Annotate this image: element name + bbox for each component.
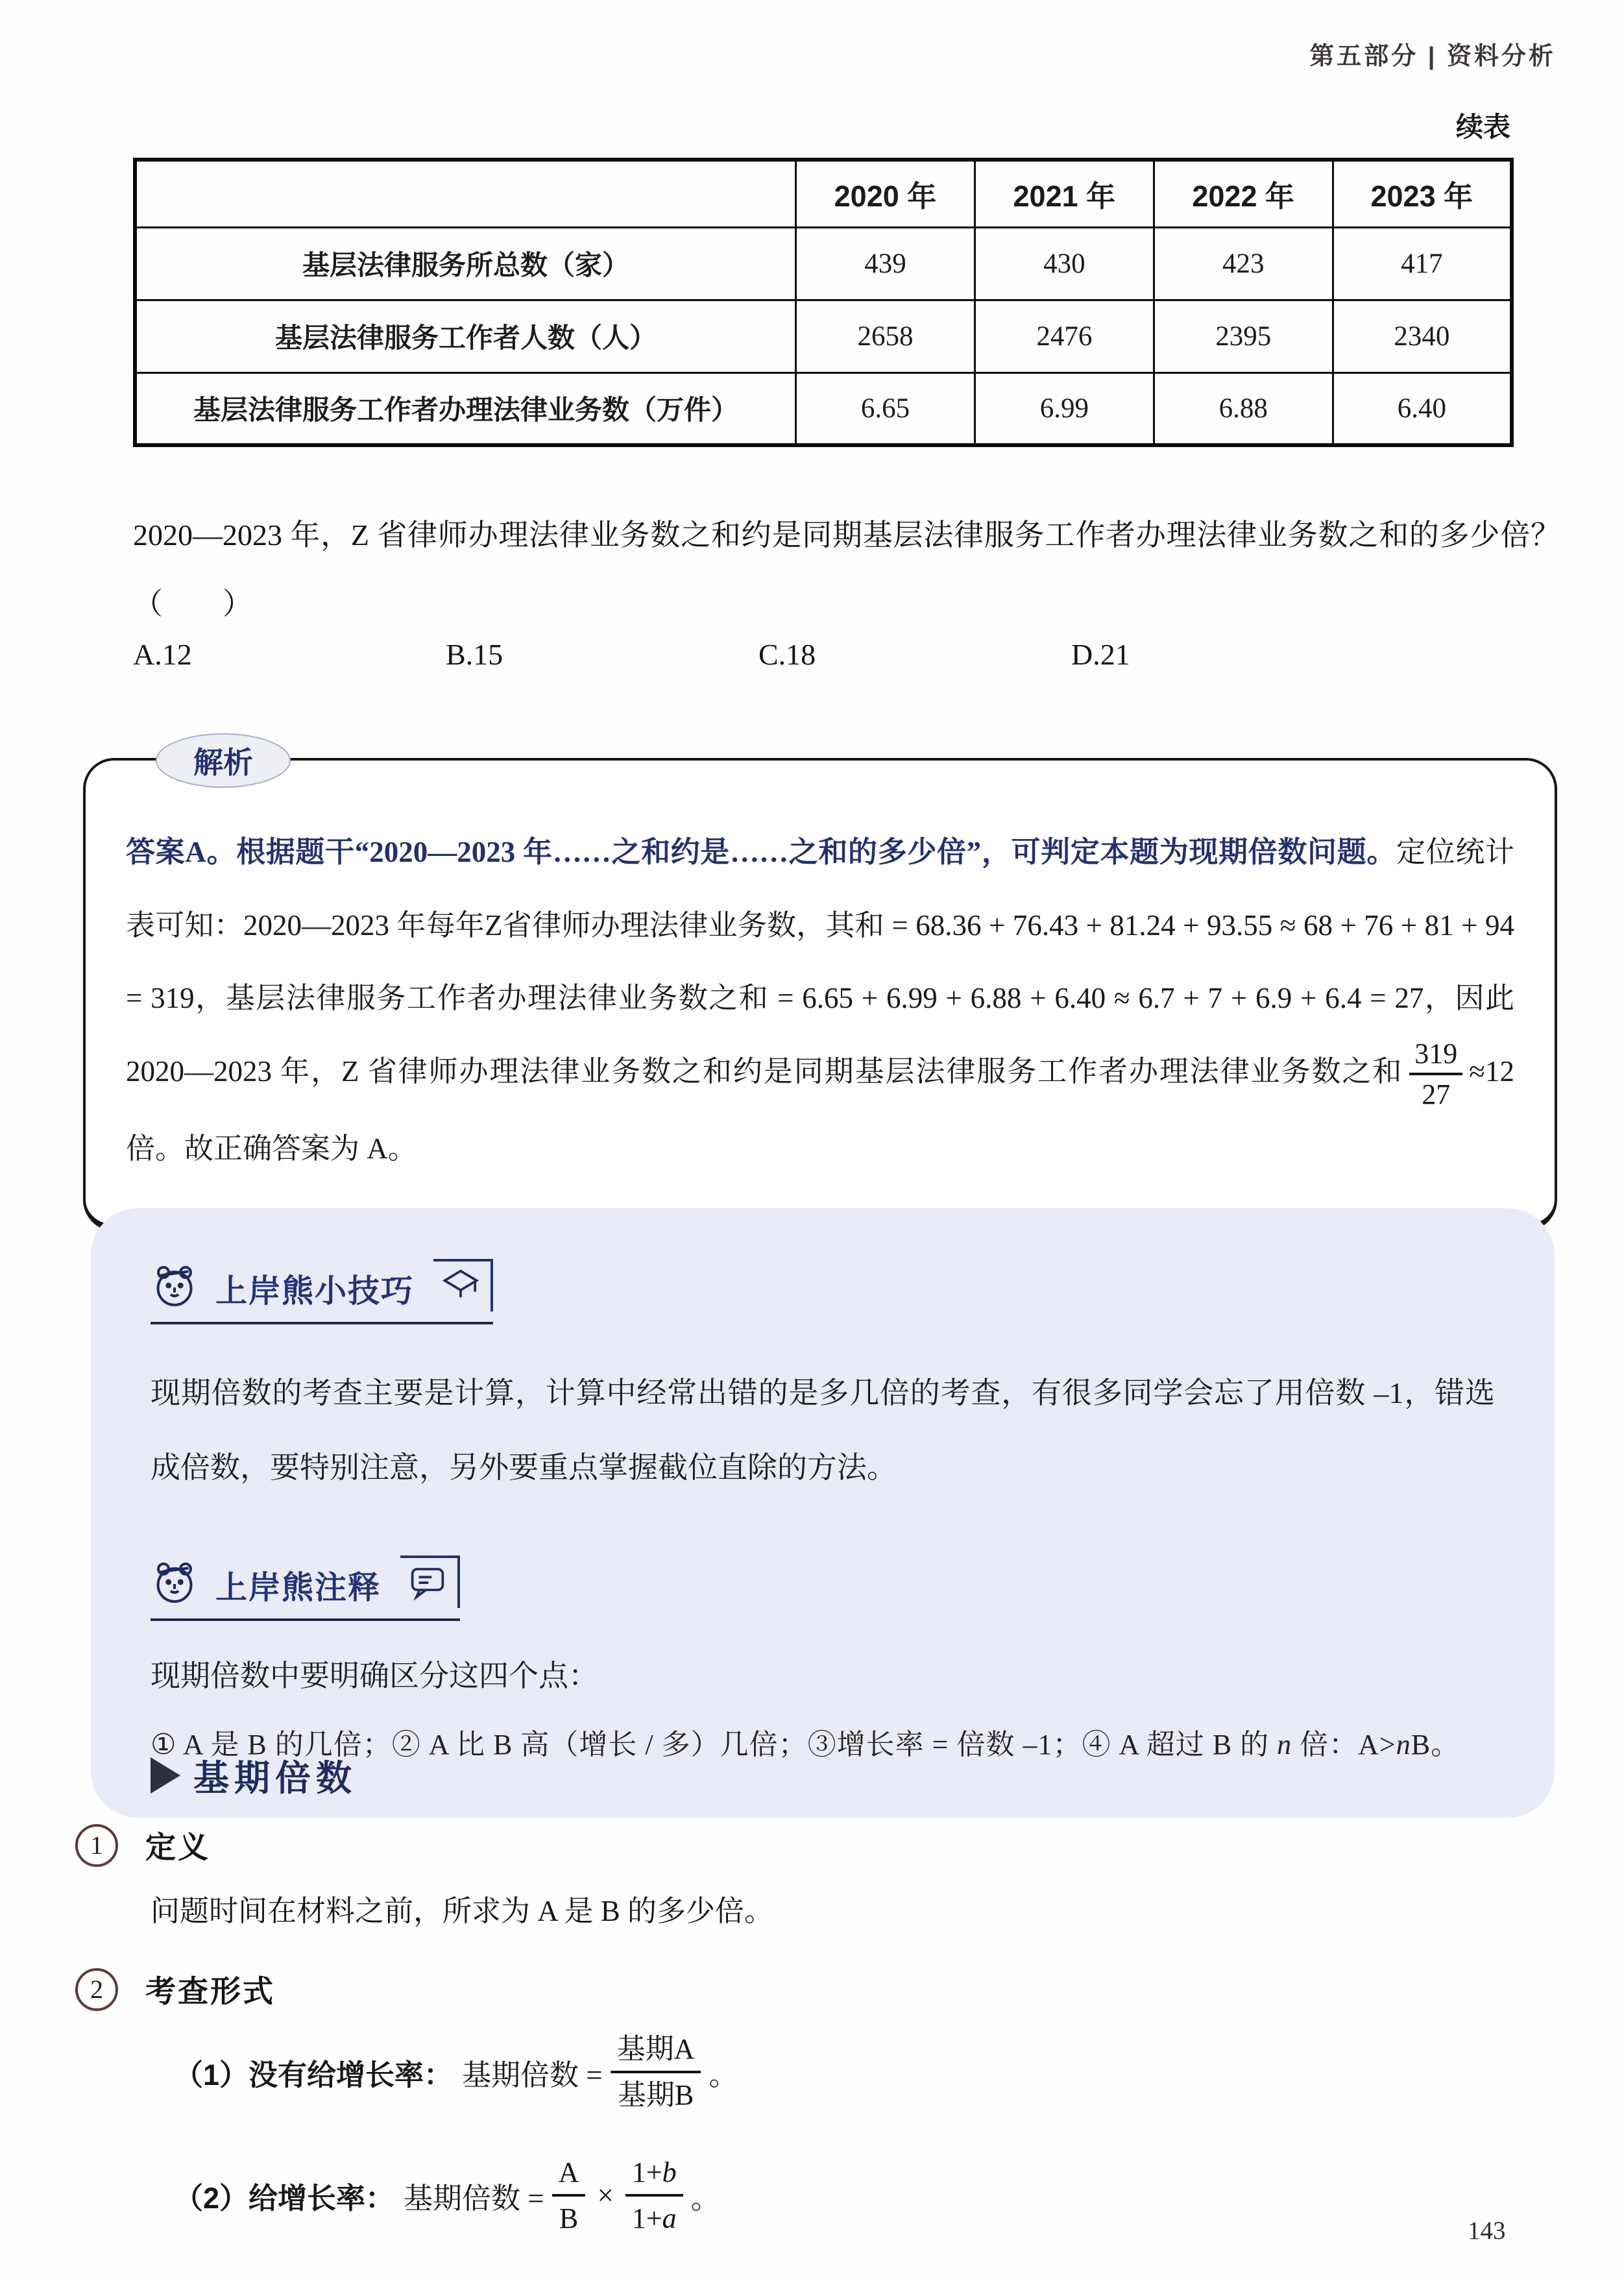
continued-table-label: 续表: [1455, 112, 1510, 142]
option-d: D.21: [1071, 638, 1130, 671]
table-row: [135, 227, 1512, 300]
value-cell: 2476: [975, 300, 1154, 372]
option-c: C.18: [758, 638, 816, 671]
bear-mascot-icon: [151, 1263, 199, 1311]
options-row: [133, 637, 1560, 672]
value-cell: 6.88: [1154, 372, 1333, 445]
grad-cap-icon: [440, 1265, 481, 1307]
formula-1-period: 。: [709, 2058, 738, 2091]
notes-header-row: [151, 1555, 1495, 1621]
fraction-numerator: [625, 2153, 683, 2197]
value-cell: 439: [796, 227, 975, 300]
tips-notes-card: [91, 1208, 1555, 1818]
circled-number-1: 1: [75, 1824, 118, 1867]
variable-a: a: [662, 2202, 677, 2235]
fraction-denominator: 27: [1422, 1079, 1451, 1111]
analysis-conclusion: ≈12 倍。故正确答案为 A。: [126, 1054, 1514, 1165]
table-row: [135, 300, 1512, 372]
analysis-text: [126, 816, 1514, 1186]
variable-n: n: [1396, 1729, 1411, 1761]
year-header-cell: 2023 年: [1333, 160, 1512, 227]
numerator-constant: 1+: [631, 2156, 662, 2188]
empty-header-cell: [135, 160, 796, 227]
value-cell: 2395: [1154, 300, 1333, 372]
formula-with-growth-rate: [174, 2153, 720, 2238]
variable-n: n: [1277, 1729, 1292, 1761]
year-header-cell: 2020 年: [796, 160, 975, 227]
exam-form-heading: [75, 1968, 275, 2011]
statistics-table: [133, 158, 1514, 447]
table-row: [135, 372, 1512, 445]
formula-1-label: （1）没有给增长率：: [174, 2058, 454, 2091]
analysis-answer-lead: 答案A。根据题干“2020—2023 年……之和约是……之和的多少倍”，可判定本题为现期倍数问题。: [126, 836, 1397, 868]
definition-heading: [75, 1823, 210, 1867]
analysis-box: [83, 746, 1557, 1231]
tips-header: [151, 1259, 493, 1324]
fraction-numerator: A: [552, 2153, 586, 2197]
variable-b: b: [662, 2156, 677, 2188]
fraction-numerator: 基期A: [611, 2030, 701, 2073]
points-segment: ① A 是 B 的几倍；② A 比 B 高（增长 / 多）几倍；③增长率 = 倍数 –1；④ A 超过 B 的: [151, 1729, 1278, 1761]
value-cell: 6.40: [1333, 372, 1512, 445]
formula-2-label: （2）给增长率：: [174, 2181, 395, 2215]
multiply-sign: ×: [597, 2179, 614, 2212]
definition-text: 问题时间在材料之前，所求为 A 是 B 的多少倍。: [151, 1895, 774, 1927]
notes-title: 上岸熊注释: [215, 1570, 382, 1605]
tips-title: 上岸熊小技巧: [215, 1274, 415, 1309]
question-text: 2020—2023 年，Z 省律师办理法律业务数之和约是同期基层法律服务工作者办理法律业务数之和的多少倍？（ ）: [133, 518, 1560, 620]
bear-mascot-icon: [151, 1560, 199, 1608]
circled-number-2: 2: [75, 1968, 118, 2011]
formula-2-period: 。: [690, 2182, 720, 2215]
section-header: [151, 1749, 357, 1801]
notes-header: [151, 1555, 460, 1621]
points-segment: B。: [1411, 1729, 1460, 1761]
value-cell: 6.99: [975, 372, 1154, 445]
fraction-denominator: [632, 2197, 677, 2237]
value-cell: 417: [1333, 227, 1512, 300]
fraction: [625, 2153, 683, 2238]
formula-no-growth-rate: [174, 2030, 738, 2115]
year-header-cell: 2021 年: [975, 160, 1154, 227]
exam-form-heading-label: 考查形式: [145, 1974, 275, 2008]
definition-heading-label: 定义: [145, 1830, 210, 1864]
value-cell: 2658: [796, 300, 975, 372]
fraction: [1409, 1036, 1462, 1112]
option-a: A.12: [133, 638, 192, 671]
page-number: 143: [1468, 2217, 1506, 2245]
section-title: 基期倍数: [193, 1758, 358, 1798]
year-header-cell: 2022 年: [1154, 160, 1333, 227]
fraction-denominator: 基期B: [617, 2079, 694, 2112]
points-segment: 倍：A>: [1292, 1729, 1396, 1761]
notes-intro: 现期倍数中要明确区分这四个点：: [151, 1659, 598, 1692]
grad-cap-icon-frame: [433, 1259, 493, 1311]
formula-1-prefix: 基期倍数 =: [462, 2058, 603, 2091]
option-b: B.15: [446, 638, 503, 671]
row-label-cell: 基层法律服务工作者办理法律业务数（万件）: [135, 372, 796, 445]
comment-icon: [407, 1562, 448, 1603]
tips-text: 现期倍数的考查主要是计算，计算中经常出错的是多几倍的考查，有很多同学会忘了用倍数 –1，错选成倍数，要特别注意，另外要重点掌握截位直除的方法。: [151, 1376, 1495, 1484]
formula-2-prefix: 基期倍数 =: [404, 2182, 544, 2215]
row-label-cell: 基层法律服务所总数（家）: [135, 227, 796, 300]
value-cell: 2340: [1333, 300, 1512, 372]
fraction: [552, 2153, 586, 2238]
value-cell: 6.65: [796, 372, 975, 445]
fraction-numerator: 319: [1409, 1036, 1462, 1075]
fraction: [611, 2030, 701, 2115]
analysis-body: 定位统计表可知：2020—2023 年每年Z省律师办理法律业务数，其和 = 68.36 + 76.43 + 81.24 + 93.55 ≈ 68 + 76 + 81 + 94 = 319，基层法律服务工作者办理法律业务数之和 = 6.65 + 6.99 + 6.88 + 6.40 ≈ 6.7 + 7 + 6.9 + 6.4 = 27，因此 2020—2023 年，Z 省律师办理法律业务数之和约是同期基层法律服务工作者办理法律业务数之和: [126, 836, 1514, 1088]
row-label-cell: 基层法律服务工作者人数（人）: [135, 300, 796, 372]
table-header-row: [135, 160, 1512, 227]
page-header: 第五部分 | 资料分析: [1309, 43, 1556, 70]
value-cell: 423: [1154, 227, 1333, 300]
analysis-label: 解析: [156, 733, 291, 788]
triangle-bullet-icon: [151, 1757, 180, 1794]
value-cell: 430: [975, 227, 1154, 300]
comment-icon-frame: [400, 1555, 460, 1608]
fraction-denominator: B: [559, 2202, 579, 2235]
denominator-constant: 1+: [631, 2202, 662, 2235]
